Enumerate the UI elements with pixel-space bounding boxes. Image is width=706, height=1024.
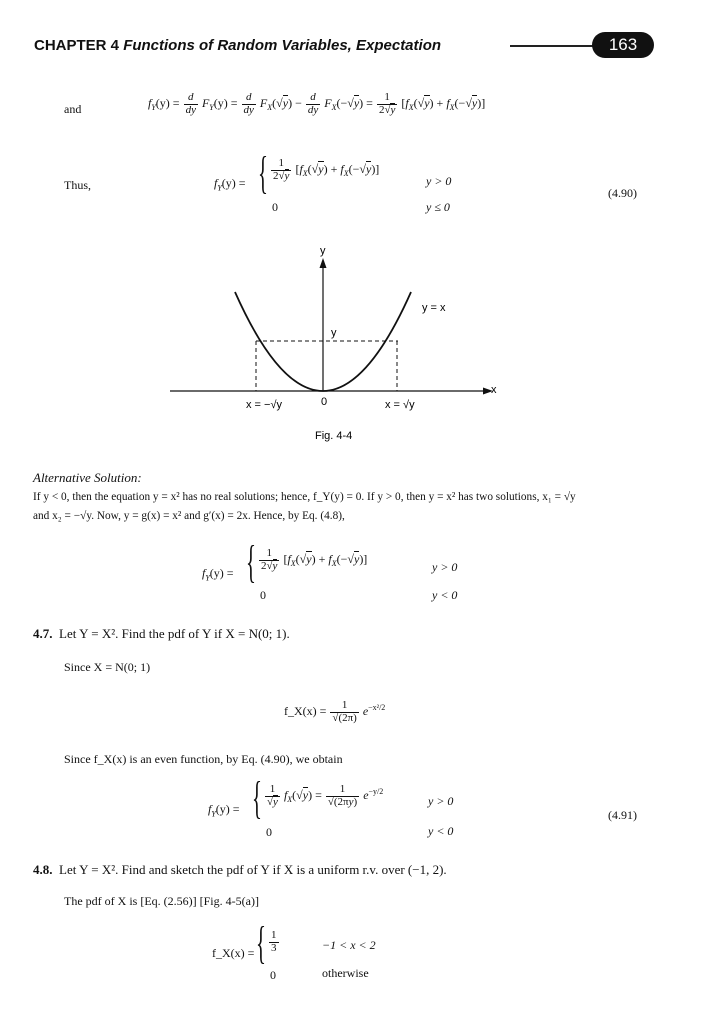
- p48-piecewise-lhs: f_X(x) =: [212, 946, 255, 960]
- alt-piecewise-case1: $\frac{1}{2√y}$ $[f_X(√y) + f_X(-√y)]$: [261, 547, 368, 572]
- p47-piecewise-lhs: $f_Y(y)$ =: [208, 802, 240, 819]
- problem-4-7: 4.7. Let Y = X². Find the pdf of Y if X = N(0; 1).: [33, 626, 290, 641]
- p47-piecewise-case2: 0: [266, 825, 272, 839]
- level-label: y: [331, 327, 337, 339]
- cond-y-nonpositive: y ≤ 0: [426, 200, 450, 214]
- equation-number-490: (4.90): [608, 186, 637, 200]
- p47-cond-positive: y > 0: [428, 794, 454, 808]
- left-brace: {: [258, 147, 268, 198]
- piecewise-case2: 0: [272, 200, 278, 214]
- p48-pdf-intro: The pdf of X is [Eq. (2.56)] [Fig. 4-5(a)]: [64, 894, 259, 908]
- p47-left-brace: {: [252, 772, 262, 823]
- p48-cond-range: −1 < x < 2: [322, 938, 376, 952]
- p48-cond-otherwise: otherwise: [322, 966, 369, 980]
- alt-cond-negative: y < 0: [432, 588, 458, 602]
- normal-pdf: f_X(x) = $\frac{1}{√(2\pi)}$ $e^{-x^2/2}$: [284, 699, 386, 724]
- alt-line-1: If y < 0, then the equation y = x² has no real solutions; hence, f_Y(y) = 0. If y > 0, then y = x² has two solutions, x₁ = √y: [33, 491, 576, 503]
- y-axis-arrow: [320, 258, 327, 268]
- piecewise-lhs: $f_Y(y)$ =: [214, 176, 246, 193]
- and-label: and: [64, 102, 82, 116]
- alt-heading: Alternative Solution:: [33, 470, 142, 485]
- cond-y-positive: y > 0: [426, 174, 452, 188]
- neg-root-label: x = −√y: [246, 399, 282, 411]
- alt-left-brace: {: [246, 536, 256, 587]
- x-axis-label: x: [491, 384, 497, 396]
- page-number: 163: [592, 32, 654, 58]
- header-rule: [510, 45, 600, 47]
- equation-number-491: (4.91): [608, 808, 637, 822]
- p47-since: Since X = N(0; 1): [64, 660, 151, 674]
- p47-even-text: Since f_X(x) is an even function, by Eq. (4.90), we obtain: [64, 752, 343, 766]
- chapter-label: CHAPTER 4: [34, 37, 120, 54]
- p47-cond-negative: y < 0: [428, 824, 454, 838]
- p48-left-brace: {: [256, 917, 266, 968]
- origin-label: 0: [321, 396, 328, 408]
- curve-label: y = x: [422, 302, 446, 314]
- alt-cond-positive: y > 0: [432, 560, 458, 574]
- thus-label: Thus,: [64, 178, 91, 192]
- pos-root-label: x = √y: [385, 399, 415, 411]
- alt-line-2: and x₂ = −√y. Now, y = g(x) = x² and g′(x) = 2x. Hence, by Eq. (4.8),: [33, 510, 345, 522]
- chapter-title: Functions of Random Variables, Expectation: [123, 37, 442, 54]
- alt-piecewise-case2: 0: [260, 588, 266, 602]
- p48-piecewise-case2: 0: [270, 968, 276, 982]
- derivative-equation: $f_Y(y)$ = $\frac{d}{dy}$ $F_Y(y)$ = $\frac{d}{dy}$ $F_X(√y)$ − $\frac{d}{dy}$ $F_X(-√y)$ = $\frac{1}{2√y}$ $[f_X(√y) + f_X(-√y)]$: [148, 91, 486, 116]
- p48-piecewise-case1: $\frac{1}{3}$: [271, 929, 277, 954]
- figure-caption: Fig. 4-4: [315, 430, 353, 442]
- problem-4-8: 4.8. Let Y = X². Find and sketch the pdf of Y if X is a uniform r.v. over (−1, 2).: [33, 862, 447, 877]
- figure-4-4: [160, 240, 520, 450]
- y-axis-label: y: [320, 245, 326, 257]
- chapter-header: [34, 37, 441, 54]
- p47-piecewise-case1: $\frac{1}{√y}$ $f_X(√y)$ = $\frac{1}{√(2\pi y)}$ $e^{-y/2}$: [267, 783, 384, 808]
- alt-piecewise-lhs: $f_Y(y)$ =: [202, 566, 234, 583]
- piecewise-case1: $\frac{1}{2√y}$ $[f_X(√y) + f_X(-√y)]$: [273, 157, 380, 182]
